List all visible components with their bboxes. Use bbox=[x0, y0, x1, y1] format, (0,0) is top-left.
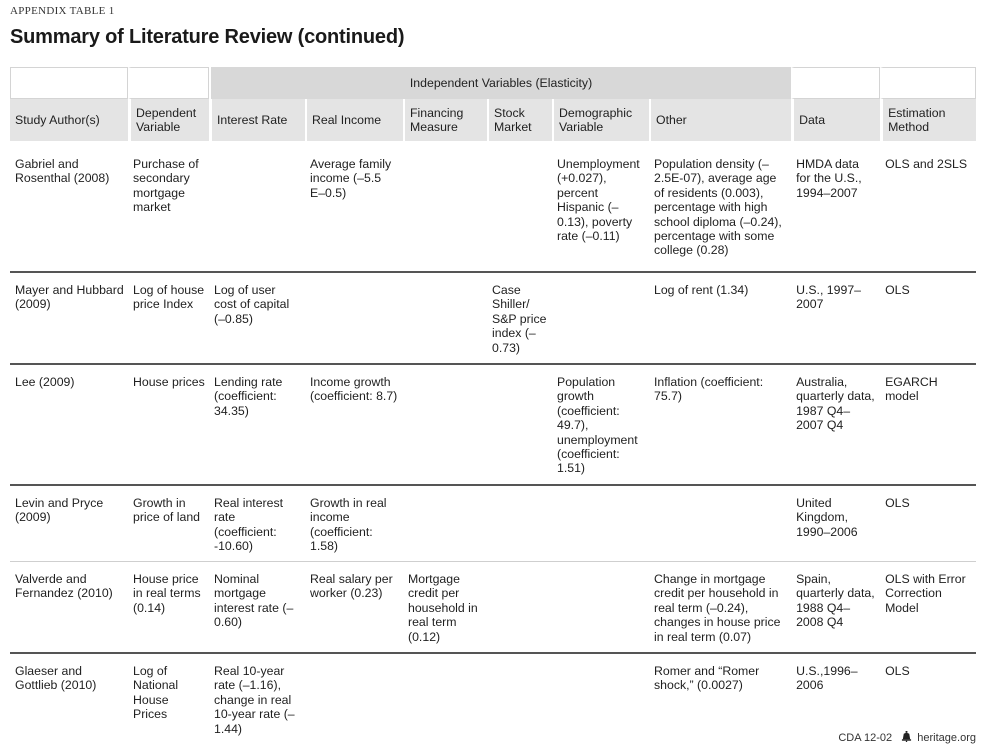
table-cell: Income growth (coefficient: 8.7) bbox=[305, 365, 403, 486]
table-cell bbox=[552, 654, 649, 739]
table-cell: Population density (–2.5E-07), average age of residents (0.003), percentage with high school diploma (–0.24), percentage with some college (0.28) bbox=[649, 141, 791, 273]
table-cell bbox=[209, 141, 305, 273]
table-cell: OLS bbox=[885, 664, 910, 678]
table-cell: HMDA data for the U.S., 1994–2007 bbox=[791, 141, 880, 273]
table-cell bbox=[403, 141, 487, 273]
table-cell: Levin and Pryce (2009) bbox=[10, 486, 128, 562]
table-cell: Nominal mortgage interest rate (–0.60) bbox=[209, 562, 305, 654]
report-code: CDA 12-02 bbox=[838, 732, 893, 744]
table-cell: Log of rent (1.34) bbox=[649, 273, 791, 365]
table-cell: Spain, quarterly data, 1988 Q4–2008 Q4 bbox=[791, 562, 880, 654]
table-cell bbox=[487, 654, 552, 739]
appendix-label: APPENDIX TABLE 1 bbox=[10, 5, 115, 17]
table-cell bbox=[403, 486, 487, 562]
table-cell: OLS with Error Correction Model bbox=[880, 562, 976, 654]
group-header-blank bbox=[10, 67, 128, 99]
table-cell: Mayer and Hubbard (2009) bbox=[10, 273, 128, 365]
table-cell: Lee (2009) bbox=[10, 365, 128, 486]
column-header: Interest Rate bbox=[209, 99, 305, 141]
table-cell bbox=[487, 365, 552, 486]
page-title: Summary of Literature Review (continued) bbox=[10, 26, 405, 48]
table-cell bbox=[552, 486, 649, 562]
table-cell: Valverde and Fernandez (2010) bbox=[10, 562, 128, 654]
table-row bbox=[10, 654, 976, 739]
table-cell: Australia, quarterly data, 1987 Q4–2007 Q4 bbox=[791, 365, 880, 486]
column-header: Stock Market bbox=[487, 99, 552, 141]
column-header: Financing Measure bbox=[403, 99, 487, 141]
table-cell: Glaeser and Gottlieb (2010) bbox=[15, 664, 97, 693]
table-cell bbox=[403, 654, 487, 739]
table-cell: United Kingdom, 1990–2006 bbox=[791, 486, 880, 562]
group-header-row bbox=[10, 67, 976, 99]
table-cell: House price in real terms (0.14) bbox=[128, 562, 209, 654]
literature-review-table bbox=[10, 67, 976, 739]
independent-variables-header: Independent Variables (Elasticity) bbox=[209, 67, 791, 99]
table-cell: Real salary per worker (0.23) bbox=[305, 562, 403, 654]
column-header-row bbox=[10, 99, 976, 141]
table-cell bbox=[403, 365, 487, 486]
table-cell: OLS bbox=[880, 486, 976, 562]
table-cell: Lending rate (coefficient: 34.35) bbox=[209, 365, 305, 486]
group-header-blank bbox=[128, 67, 209, 99]
table-cell bbox=[403, 273, 487, 365]
table-cell: Log of house price Index bbox=[128, 273, 209, 365]
column-header: Estimation Method bbox=[880, 99, 976, 141]
table-cell: Inflation (coefficient: 75.7) bbox=[649, 365, 791, 486]
table-cell: U.S.,1996–2006 bbox=[796, 664, 858, 693]
table-cell: Log of National House Prices bbox=[133, 664, 179, 722]
table-cell bbox=[305, 654, 403, 739]
table-cell bbox=[305, 273, 403, 365]
table-cell: Average family income (–5.5 E–0.5) bbox=[305, 141, 403, 273]
column-header: Real Income bbox=[305, 99, 403, 141]
table-cell: House prices bbox=[128, 365, 209, 486]
table-cell: EGARCH model bbox=[880, 365, 976, 486]
table-cell bbox=[487, 486, 552, 562]
table-row bbox=[10, 273, 976, 365]
table-cell bbox=[487, 562, 552, 654]
column-header: Demographic Variable bbox=[552, 99, 649, 141]
group-header-blank bbox=[880, 67, 976, 99]
liberty-bell-icon bbox=[901, 731, 912, 742]
table-cell: OLS and 2SLS bbox=[880, 141, 976, 273]
table-cell bbox=[649, 486, 791, 562]
table-row bbox=[10, 486, 976, 562]
table-cell: Purchase of secondary mortgage market bbox=[128, 141, 209, 273]
table-cell bbox=[552, 273, 649, 365]
column-header: Dependent Variable bbox=[128, 99, 209, 141]
footer bbox=[838, 731, 976, 744]
table-cell: Real interest rate (coefficient: -10.60) bbox=[209, 486, 305, 562]
column-header: Other bbox=[649, 99, 791, 141]
table-cell: Unemployment (+0.027), percent Hispanic (–0.13), poverty rate (–0.11) bbox=[552, 141, 649, 273]
group-header-blank bbox=[791, 67, 880, 99]
table-cell bbox=[487, 141, 552, 273]
table-cell: Real 10-year rate (–1.16), change in real 10-year rate (–1.44) bbox=[214, 664, 295, 736]
table-cell: Growth in price of land bbox=[128, 486, 209, 562]
table-cell: Romer and “Romer shock,” (0.0027) bbox=[654, 664, 760, 693]
table-cell: Mortgage credit per household in real term (0.12) bbox=[403, 562, 487, 654]
column-header: Study Author(s) bbox=[10, 99, 128, 141]
table-row bbox=[10, 562, 976, 654]
site-link[interactable]: heritage.org bbox=[917, 732, 976, 744]
table-cell: Case Shiller/ S&P price index (–0.73) bbox=[487, 273, 552, 365]
table-cell: U.S., 1997–2007 bbox=[791, 273, 880, 365]
table-cell: Log of user cost of capital (–0.85) bbox=[209, 273, 305, 365]
table-cell: Change in mortgage credit per household in real term (–0.24), changes in house price in real term (0.07) bbox=[649, 562, 791, 654]
table-cell: OLS bbox=[880, 273, 976, 365]
table-row bbox=[10, 141, 976, 273]
table-cell: Growth in real income (coefficient: 1.58) bbox=[305, 486, 403, 562]
column-header: Data bbox=[791, 99, 880, 141]
table-row bbox=[10, 365, 976, 486]
table-cell: Gabriel and Rosenthal (2008) bbox=[10, 141, 128, 273]
table-cell bbox=[552, 562, 649, 654]
table-cell: Population growth (coefficient: 49.7), unemployment (coefficient: 1.51) bbox=[552, 365, 649, 486]
